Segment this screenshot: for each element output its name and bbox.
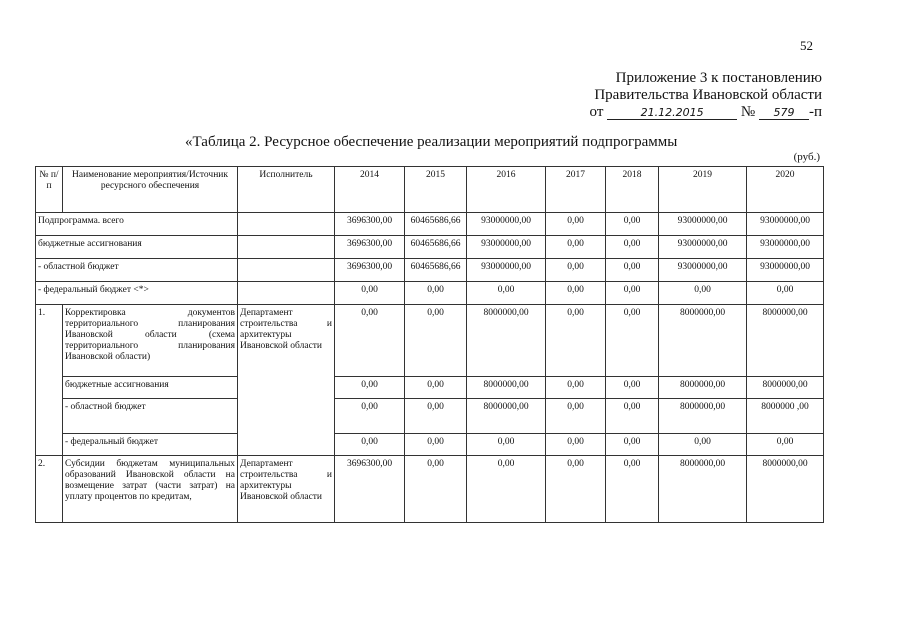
item-executor: Департамент строительства и архитектуры Ивановской области (238, 456, 335, 523)
item-name: Субсидии бюджетам муниципальных образований Ивановской области на возмещение затрат (части затрат) на уплату процентов по кредитам, (63, 456, 238, 523)
value-cell: 3696300,00 (335, 213, 405, 236)
value-cell: 8000000,00 (467, 377, 546, 399)
value-cell: 0,00 (546, 305, 606, 377)
item-name: Корректировка документов территориального планирования Ивановской области (схема территориального планирования Ивановской области) (63, 305, 238, 377)
value-cell: 0,00 (546, 213, 606, 236)
summary-row (36, 282, 824, 305)
value-cell: 0,00 (335, 282, 405, 305)
column-header: 2014 (335, 167, 405, 213)
appendix-date-line (590, 104, 822, 121)
column-header: Исполнитель (238, 167, 335, 213)
summary-row (36, 236, 824, 259)
value-cell: 0,00 (467, 456, 546, 523)
value-cell: 60465686,66 (405, 213, 467, 236)
executor-cell (238, 236, 335, 259)
table-header-row (36, 167, 824, 213)
value-cell: 0,00 (405, 282, 467, 305)
value-cell: 0,00 (606, 282, 659, 305)
value-cell: 8000000,00 (659, 377, 747, 399)
value-cell: 93000000,00 (467, 213, 546, 236)
column-header: Наименование мероприятия/Источник ресурсного обеспечения (63, 167, 238, 213)
column-header: 2018 (606, 167, 659, 213)
value-cell: 0,00 (747, 282, 824, 305)
value-cell: 0,00 (606, 305, 659, 377)
value-cell: 0,00 (335, 434, 405, 456)
item-source-row (36, 434, 824, 456)
value-cell: 0,00 (405, 399, 467, 434)
source-label: - областной бюджет (63, 399, 238, 434)
value-cell: 0,00 (467, 434, 546, 456)
item-number: 1. (36, 305, 63, 456)
value-cell: 93000000,00 (747, 213, 824, 236)
value-cell: 93000000,00 (659, 259, 747, 282)
value-cell: 0,00 (467, 282, 546, 305)
source-label: - федеральный бюджет (63, 434, 238, 456)
value-cell: 0,00 (405, 456, 467, 523)
value-cell: 0,00 (659, 282, 747, 305)
executor-cell (238, 259, 335, 282)
item-number: 2. (36, 456, 63, 523)
value-cell: 93000000,00 (467, 259, 546, 282)
value-cell: 0,00 (335, 377, 405, 399)
item-row (36, 305, 824, 377)
value-cell: 93000000,00 (747, 236, 824, 259)
column-header: 2020 (747, 167, 824, 213)
value-cell: 0,00 (606, 399, 659, 434)
row-label: - федеральный бюджет <*> (36, 282, 238, 305)
value-cell: 0,00 (546, 456, 606, 523)
value-cell: 8000000,00 (747, 377, 824, 399)
value-cell: 0,00 (546, 434, 606, 456)
handwritten-date: 21.12.2015 (607, 106, 737, 120)
executor-cell (238, 282, 335, 305)
value-cell: 0,00 (405, 434, 467, 456)
value-cell: 0,00 (335, 305, 405, 377)
value-cell: 93000000,00 (659, 213, 747, 236)
value-cell: 8000000,00 (659, 399, 747, 434)
source-label: бюджетные ассигнования (63, 377, 238, 399)
value-cell: 8000000 ,00 (747, 399, 824, 434)
executor-cell (238, 213, 335, 236)
number-label: № (740, 104, 756, 120)
unit-label: (руб.) (793, 151, 820, 163)
value-cell: 8000000,00 (467, 305, 546, 377)
value-cell: 0,00 (405, 305, 467, 377)
value-cell: 60465686,66 (405, 236, 467, 259)
value-cell: 0,00 (606, 259, 659, 282)
value-cell: 0,00 (606, 236, 659, 259)
value-cell: 0,00 (546, 282, 606, 305)
value-cell: 93000000,00 (747, 259, 824, 282)
value-cell: 8000000,00 (747, 305, 824, 377)
appendix-line-2: Правительства Ивановской области (594, 87, 822, 103)
value-cell: 0,00 (606, 377, 659, 399)
value-cell: 0,00 (335, 399, 405, 434)
value-cell: 0,00 (546, 399, 606, 434)
value-cell: 0,00 (659, 434, 747, 456)
value-cell: 0,00 (747, 434, 824, 456)
value-cell: 3696300,00 (335, 236, 405, 259)
number-suffix: -п (808, 104, 822, 120)
handwritten-number: 579 (759, 106, 809, 120)
resource-table (35, 166, 824, 523)
appendix-line-1: Приложение 3 к постановлению (615, 70, 822, 86)
column-header: № п/п (36, 167, 63, 213)
value-cell: 0,00 (546, 259, 606, 282)
value-cell: 8000000,00 (747, 456, 824, 523)
column-header: 2015 (405, 167, 467, 213)
summary-row (36, 213, 824, 236)
value-cell: 0,00 (606, 213, 659, 236)
item-executor: Департамент строительства и архитектуры Ивановской области (238, 305, 335, 456)
column-header: 2017 (546, 167, 606, 213)
value-cell: 0,00 (546, 236, 606, 259)
item-source-row (36, 377, 824, 399)
value-cell: 0,00 (546, 377, 606, 399)
page-number: 52 (800, 38, 813, 53)
value-cell: 0,00 (606, 456, 659, 523)
value-cell: 93000000,00 (659, 236, 747, 259)
value-cell: 0,00 (606, 434, 659, 456)
column-header: 2019 (659, 167, 747, 213)
summary-row (36, 259, 824, 282)
from-label: от (589, 104, 604, 120)
row-label: Подпрограмма. всего (36, 213, 238, 236)
row-label: бюджетные ассигнования (36, 236, 238, 259)
value-cell: 3696300,00 (335, 259, 405, 282)
value-cell: 0,00 (405, 377, 467, 399)
value-cell: 3696300,00 (335, 456, 405, 523)
item-row (36, 456, 824, 523)
value-cell: 93000000,00 (467, 236, 546, 259)
value-cell: 8000000,00 (659, 305, 747, 377)
value-cell: 8000000,00 (467, 399, 546, 434)
column-header: 2016 (467, 167, 546, 213)
value-cell: 8000000,00 (659, 456, 747, 523)
value-cell: 60465686,66 (405, 259, 467, 282)
item-source-row (36, 399, 824, 434)
row-label: - областной бюджет (36, 259, 238, 282)
table-title: «Таблица 2. Ресурсное обеспечение реализации мероприятий подпрограммы (185, 134, 678, 150)
